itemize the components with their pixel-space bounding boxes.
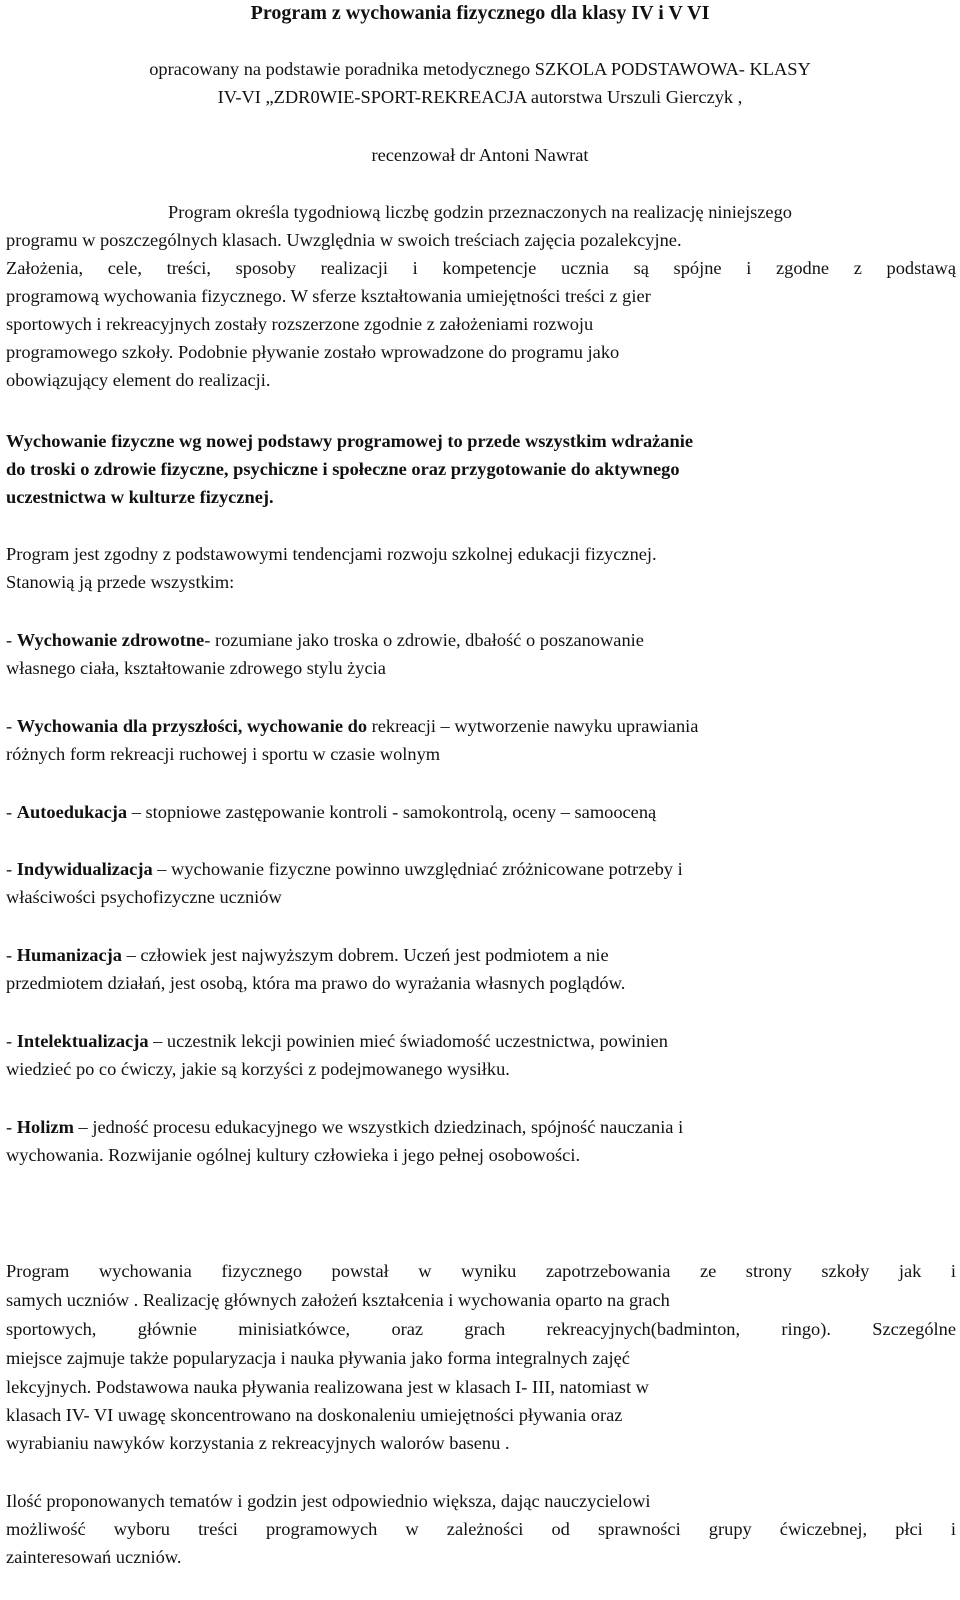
reviewer-line: recenzował dr Antoni Nawrat [371,145,589,165]
bold-line: uczestnictwa w kulturze fizycznej. [6,487,274,507]
list-dash: - [6,716,17,736]
list-dash: - [6,945,17,965]
list-item [6,856,956,882]
list-dash: - [6,1031,17,1051]
bold-line: Wychowanie fizyczne wg nowej podstawy programowej to przede wszystkim wdrażanie [6,431,693,451]
list-text: - rozumiane jako troska o zdrowie, dbałość o poszanowanie [204,630,644,650]
list-term: Holizm [16,1117,74,1137]
list-item [6,627,956,653]
origin-line: lekcyjnych. Podstawowa nauka pływania realizowana jest w klasach I- III, natomiast w [6,1377,649,1397]
hours-line: możliwość wyboru treści programowych w zależności od sprawności grupy ćwiczebnej, płci i [6,1519,956,1539]
list-item [6,799,956,825]
origin-line: sportowych, głównie minisiatkówce, oraz grach rekreacyjnych(badminton, ringo). Szczególne [6,1319,956,1339]
origin-line: samych uczniów . Realizację głównych założeń kształcenia i wychowania oparto na grach [6,1290,670,1310]
consistency-line: Stanowią ją przede wszystkim: [6,572,235,592]
source-line-1: opracowany na podstawie poradnika metodycznego SZKOLA PODSTAWOWA- KLASY [149,59,811,79]
list-item-continuation: wiedzieć po co ćwiczy, jakie są korzyści z podejmowanego wysiłku. [6,1059,510,1079]
origin-line: Program wychowania fizycznego powstał w wyniku zapotrzebowania ze strony szkoły jak i [6,1261,956,1281]
intro-line: programu w poszczególnych klasach. Uwzględnia w swoich treściach zajęcia pozalekcyjne. [6,230,682,250]
list-item [6,942,956,968]
list-dash: - [6,630,17,650]
list-dash: - [6,1117,17,1137]
list-item [6,1028,956,1054]
origin-line: miejsce zajmuje także popularyzacja i nauka pływania jako forma integralnych zajęć [6,1348,630,1368]
intro-line: Założenia, cele, treści, sposoby realizacji i kompetencje ucznia są spójne i zgodne z podstawą [6,258,956,278]
list-term: Wychowanie zdrowotne [16,630,205,650]
list-dash: - [6,802,17,822]
bold-line: do troski o zdrowie fizyczne, psychiczne i społeczne oraz przygotowanie do aktywnego [6,459,680,479]
list-text: – uczestnik lekcji powinien mieć świadomość uczestnictwa, powinien [148,1031,668,1051]
origin-line: wyrabianiu nawyków korzystania z rekreacyjnych walorów basenu . [6,1433,510,1453]
list-term: Autoedukacja [16,802,128,822]
intro-line: Program określa tygodniową liczbę godzin przeznaczonych na realizację niniejszego [168,202,792,222]
list-text: – człowiek jest najwyższym dobrem. Uczeń jest podmiotem a nie [121,945,609,965]
list-dash: - [6,859,17,879]
intro-line: programowego szkoły. Podobnie pływanie zostało wprowadzone do programu jako [6,342,620,362]
list-term: Intelektualizacja [16,1031,149,1051]
intro-line: sportowych i rekreacyjnych zostały rozszerzone zgodnie z założeniami rozwoju [6,314,594,334]
origin-line: klasach IV- VI uwagę skoncentrowano na doskonaleniu umiejętności pływania oraz [6,1405,623,1425]
list-term: Humanizacja [16,945,122,965]
consistency-line: Program jest zgodny z podstawowymi tendencjami rozwoju szkolnej edukacji fizycznej. [6,544,657,564]
list-term: Indywidualizacja [16,859,153,879]
list-item [6,1114,956,1140]
list-item-continuation: własnego ciała, kształtowanie zdrowego stylu życia [6,658,386,678]
list-item-continuation: przedmiotem działań, jest osobą, która ma prawo do wyrażania własnych poglądów. [6,973,626,993]
list-item-continuation: wychowania. Rozwijanie ogólnej kultury człowieka i jego pełnej osobowości. [6,1145,581,1165]
list-text: rekreacji – wytworzenie nawyku uprawiania [367,716,699,736]
hours-line: zainteresowań uczniów. [6,1547,182,1567]
intro-line: obowiązujący element do realizacji. [6,370,271,390]
intro-line: programową wychowania fizycznego. W sferze kształtowania umiejętności treści z gier [6,286,651,306]
list-item [6,713,956,739]
hours-line: Ilość proponowanych tematów i godzin jest odpowiednio większa, dając nauczycielowi [6,1491,651,1511]
document-title: Program z wychowania fizycznego dla klasy IV i V VI [250,2,710,24]
list-item-continuation: różnych form rekreacji ruchowej i sportu w czasie wolnym [6,744,441,764]
list-item-continuation: właściwości psychofizyczne uczniów [6,887,282,907]
source-line-2: IV-VI „ZDR0WIE-SPORT-REKREACJA autorstwa Urszuli Gierczyk , [217,87,743,107]
list-text: – jedność procesu edukacyjnego we wszystkich dziedzinach, spójność nauczania i [73,1117,684,1137]
list-term: Wychowania dla przyszłości, wychowanie do [16,716,368,736]
list-text: – wychowanie fizyczne powinno uwzględniać zróżnicowane potrzeby i [152,859,683,879]
list-text: – stopniowe zastępowanie kontroli - samokontrolą, oceny – samooceną [127,802,657,822]
